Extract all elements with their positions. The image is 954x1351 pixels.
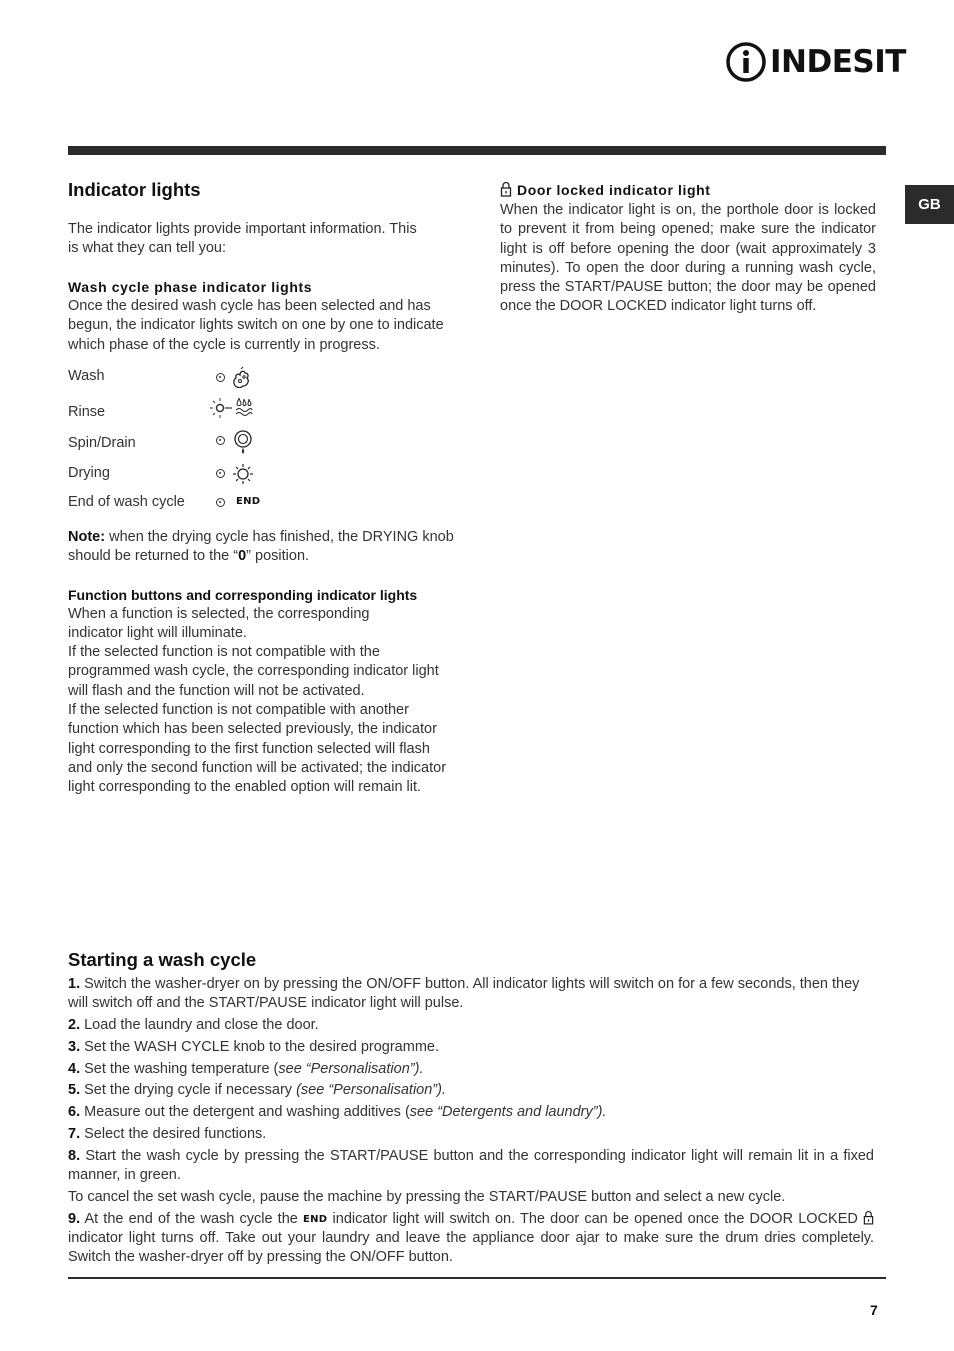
step-text: At the end of the wash cycle the (80, 1210, 303, 1227)
phase-label: Rinse (68, 404, 106, 420)
phase-label: End of wash cycle (68, 494, 185, 510)
step-text: Set the drying cycle if necessary (80, 1082, 297, 1099)
step-reference: see “Personalisation”). (278, 1060, 424, 1077)
phase-label: Drying (68, 465, 110, 481)
note-text-after: ” position. (246, 548, 310, 565)
step-text: Measure out the detergent and washing additives ( (80, 1104, 410, 1121)
step-number: 7. (68, 1126, 81, 1143)
indicator-dot (216, 436, 225, 445)
logo-wordmark: INDESIT (770, 44, 906, 80)
door-locked-heading-row (500, 181, 876, 200)
step-text: Set the washing temperature ( (80, 1060, 279, 1077)
indicator-dot (216, 469, 225, 478)
indesit-logo-mark (726, 40, 768, 84)
step-number: 5. (68, 1082, 81, 1099)
step-number: 3. (68, 1038, 81, 1055)
step-reference: (see “Personalisation”). (296, 1082, 446, 1099)
indicator-intro: The indicator lights provide important information. This is what they can tell you: (68, 221, 417, 257)
step-7 (68, 1125, 874, 1144)
end-icon: END (236, 496, 261, 507)
phase-row-drying (68, 465, 110, 481)
step-6 (68, 1103, 874, 1122)
rinse-icon (208, 396, 256, 420)
door-locked-text: When the indicator light is on, the porthole door is locked to prevent it from being opened; make sure the indicator light is off before opening the door (wait approximately 3 minutes). To open the door during a running wash cycle, press the START/PAUSE button; the door may be opened once the DOOR LOCKED indicator light turns off. (500, 202, 876, 315)
note-label: Note: (68, 529, 106, 545)
step-text: indicator light will switch on. The door can be opened once the DOOR LOCKED (327, 1210, 863, 1227)
step-text: indicator light turns off. Take out your laundry and leave the appliance door ajar to make sure the drum dries completely. Switch the washer-dryer off by pressing the ON/OFF button. (68, 1230, 874, 1266)
header-rule (68, 146, 886, 155)
starting-title: Starting a wash cycle (68, 949, 257, 970)
spin-drain-icon (233, 430, 255, 454)
step-1 (68, 975, 874, 1014)
language-tab: GB (905, 185, 954, 224)
step-number: 9. (68, 1210, 81, 1227)
wash-phase-heading: Wash cycle phase indicator lights (68, 279, 313, 295)
padlock-icon (500, 181, 512, 197)
end-icon: END (302, 1213, 328, 1225)
phase-row-wash (68, 368, 105, 384)
phase-label: Spin/Drain (68, 435, 136, 451)
padlock-icon (863, 1210, 874, 1225)
cancel-note: To cancel the set wash cycle, pause the machine by pressing the START/PAUSE button and select a new cycle. (68, 1188, 786, 1205)
step-number: 1. (68, 976, 81, 992)
step-number: 4. (68, 1060, 81, 1077)
step-2 (68, 1016, 874, 1035)
note-value: 0 (238, 548, 247, 565)
drying-note (68, 528, 454, 567)
drying-icon (232, 463, 254, 485)
page-number: 7 (870, 1302, 878, 1318)
indesit-logo (726, 40, 906, 84)
step-number: 8. (68, 1147, 81, 1164)
door-locked-heading: Door locked indicator light (517, 182, 711, 198)
indicator-dot (216, 498, 225, 507)
phase-row-spin-drain (68, 435, 136, 451)
step-text: Set the WASH CYCLE knob to the desired programme. (80, 1038, 439, 1055)
step-text: Start the wash cycle by pressing the START/PAUSE button and the corresponding indicator light will remain lit in a fixed manner, in green. (68, 1147, 874, 1184)
step-number: 6. (68, 1104, 81, 1121)
step-text: Load the laundry and close the door. (80, 1017, 319, 1034)
step-reference: see “Detergents and laundry”). (409, 1104, 607, 1121)
step-text: Switch the washer-dryer on by pressing the ON/OFF button. All indicator lights will switch on for a few seconds, then they will switch off and the START/PAUSE indicator light will pulse. (68, 976, 860, 1012)
step-9 (68, 1210, 874, 1268)
phase-row-end (68, 494, 185, 510)
step-number: 2. (68, 1017, 81, 1034)
indicator-dot (216, 373, 225, 382)
step-3 (68, 1038, 874, 1057)
function-p1: When a function is selected, the corresponding indicator light will illuminate. (68, 606, 370, 642)
function-p2: If the selected function is not compatible with the programmed wash cycle, the corresponding indicator light will flash and the function will not be activated. (68, 644, 439, 699)
phase-row-rinse (68, 404, 105, 420)
steps-list (68, 975, 874, 1270)
phase-label: Wash (68, 368, 105, 384)
step-4 (68, 1060, 874, 1079)
footer-rule (68, 1277, 886, 1279)
step-8 (68, 1147, 874, 1186)
step-5 (68, 1081, 874, 1100)
step-text: Select the desired functions. (80, 1126, 267, 1143)
function-buttons-heading: Function buttons and corresponding indicator lights (68, 587, 418, 603)
note-text-before: when the drying cycle has finished, the DRYING knob should be returned to the “ (68, 529, 454, 565)
wash-icon (231, 366, 251, 388)
function-p3: If the selected function is not compatible with another function which has been selected previously, the indicator light corresponding to the first function selected will flash and only the second function will be activated; the indicator light corresponding to the enabled option will remain lit. (68, 702, 447, 796)
wash-phase-text: Once the desired wash cycle has been selected and has begun, the indicator lights switch on one by one to indicate which phase of the cycle is currently in progress. (68, 298, 444, 353)
indicator-lights-title: Indicator lights (68, 179, 201, 200)
